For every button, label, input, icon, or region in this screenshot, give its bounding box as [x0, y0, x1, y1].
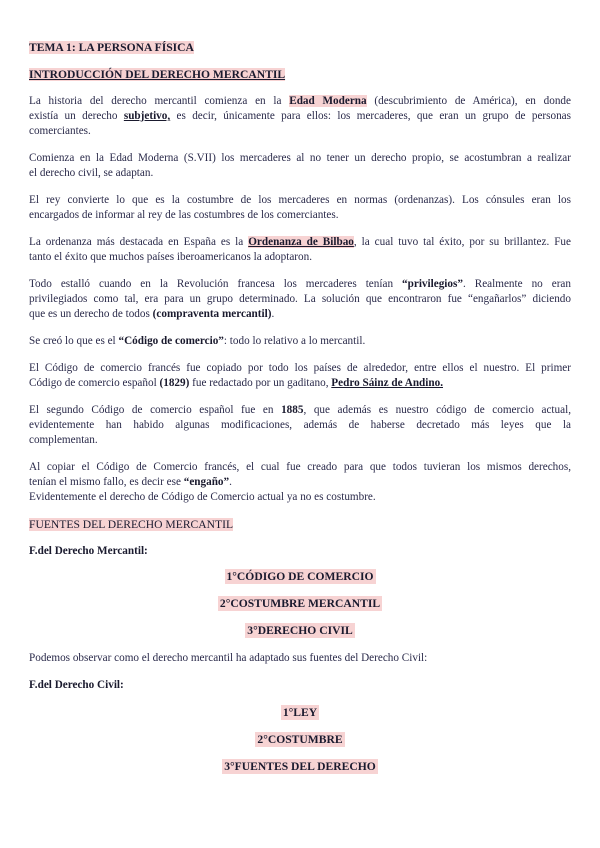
merc-source-2 — [29, 596, 571, 612]
paragraph-2-line-2: el derecho civil, se adaptan. — [29, 167, 154, 179]
text: fue redactado por un gaditano, — [189, 377, 332, 389]
term-1885: 1885 — [281, 404, 304, 416]
text: . — [271, 308, 275, 320]
doc-title-text: TEMA 1: LA PERSONA FÍSICA — [29, 41, 194, 54]
text: La historia del derecho mercantil comienza en la — [29, 95, 290, 107]
text: , que además es nuestro código de comercio actual, — [303, 404, 571, 416]
civil-label: F.del Derecho Civil: — [29, 679, 124, 691]
paragraph-1-line-1 — [29, 94, 571, 109]
document-content — [29, 40, 571, 775]
paragraph-2-line-1: Comienza en la Edad Moderna (S.VII) los mercaderes al no tener un derecho propio, se acostumbran a realizar — [29, 152, 571, 164]
paragraph-1-line-2 — [29, 109, 571, 124]
section-heading-intro — [29, 67, 571, 82]
paragraph-6 — [29, 334, 571, 349]
paragraph-7-line-1: El Código de comercio francés fue copiado por todo los países de alrededor, entre ellos el nuestro. El primer — [29, 362, 571, 374]
merc-source-3 — [29, 623, 571, 639]
civil-source-1 — [29, 705, 571, 721]
paragraph-5-line-1 — [29, 277, 571, 292]
term-privilegios: “privilegios” — [402, 278, 463, 290]
civil-source-2 — [29, 732, 571, 748]
paragraph-9-line-2 — [29, 475, 571, 490]
term-engano: “engaño” — [183, 476, 230, 488]
civil-source-3-text: 3°FUENTES DEL DERECHO — [224, 760, 376, 773]
paragraph-7-line-2 — [29, 376, 571, 391]
observation-text: Podemos observar como el derecho mercantil ha adaptado sus fuentes del Derecho Civil: — [29, 652, 428, 664]
paragraph-4 — [29, 235, 571, 265]
term-pedro-sainz: Pedro Sáinz de Andino. — [331, 377, 443, 389]
text: (descubrimiento de América), en donde — [366, 95, 571, 107]
term-1829: (1829) — [159, 377, 190, 389]
section-heading-intro-text: INTRODUCCIÓN DEL DERECHO MERCANTIL — [29, 68, 286, 81]
text: El segundo Código de comercio español fue en — [29, 404, 282, 416]
paragraph-8-line-1 — [29, 403, 571, 418]
term-compraventa: (compraventa mercantil) — [152, 308, 272, 320]
text: existía un derecho — [29, 110, 124, 122]
paragraph-7 — [29, 361, 571, 391]
paragraph-3 — [29, 193, 571, 223]
text: , la cual tuvo tal éxito, por su brillantez. Fue — [353, 236, 571, 248]
doc-title — [29, 40, 571, 55]
text: . — [229, 476, 232, 488]
text: . Realmente no eran — [462, 278, 571, 290]
paragraph-5-line-3 — [29, 307, 571, 322]
text: Todo estalló cuando en la Revolución francesa los mercaderes tenían — [29, 278, 403, 290]
merc-source-1-text: 1°CÓDIGO DE COMERCIO — [226, 570, 374, 583]
paragraph-6-line-1 — [29, 334, 571, 349]
text: que es un derecho de todos — [29, 308, 153, 320]
paragraph-2 — [29, 151, 571, 181]
paragraph-5-line-2: privilegiados como tal, era para un grupo determinado. La solución que encontraron fue “engañarlos” diciendo — [29, 293, 571, 305]
term-ordenanza-bilbao: Ordenanza de Bilbao — [248, 236, 354, 248]
paragraph-3-line-1: El rey convierte lo que es la costumbre de los mercaderes en normas (ordenanzas). Los cónsules eran los — [29, 194, 571, 206]
term-codigo-comercio: “Código de comercio” — [118, 335, 224, 347]
highlight-edad-moderna: Edad Moderna — [289, 95, 367, 107]
text: tenían el mismo fallo, es decir ese — [29, 476, 184, 488]
text: Se creó lo que es el — [29, 335, 119, 347]
merc-label: F.del Derecho Mercantil: — [29, 545, 148, 557]
paragraph-9-line-1: Al copiar el Código de Comercio francés, el cual fue creado para que todos tuvieran los mismos derechos, — [29, 461, 571, 473]
paragraph-5 — [29, 277, 571, 322]
merc-source-3-text: 3°DERECHO CIVIL — [247, 624, 353, 637]
merc-source-1 — [29, 569, 571, 585]
paragraph-4-line-2: tanto el éxito que muchos países iberoamericanos la adoptaron. — [29, 251, 313, 263]
text: : todo lo relativo a lo mercantil. — [223, 335, 366, 347]
text: es decir, únicamente para ellos: los mercaderes, que eran un grupo de personas — [170, 110, 571, 122]
paragraph-1-line-3: comerciantes. — [29, 125, 91, 137]
paragraph-4-line-1 — [29, 235, 571, 250]
paragraph-8-line-2: evidentemente han habido algunas modificaciones, además de haberse decretado más leyes que la — [29, 419, 571, 431]
civil-source-1-text: 1°LEY — [282, 706, 318, 719]
paragraph-9 — [29, 460, 571, 505]
civil-source-3 — [29, 759, 571, 775]
section-heading-fuentes-text: FUENTES DEL DERECHO MERCANTIL — [29, 518, 234, 531]
paragraph-8-line-3: complementan. — [29, 434, 98, 446]
text: Código de comercio español — [29, 377, 160, 389]
text: La ordenanza más destacada en España es la — [29, 236, 249, 248]
paragraph-3-line-2: encargados de informar al rey de las costumbres de los comerciantes. — [29, 209, 339, 221]
merc-source-2-text: 2°COSTUMBRE MERCANTIL — [219, 597, 381, 610]
paragraph-9-line-3: Evidentemente el derecho de Código de Comercio actual ya no es costumbre. — [29, 491, 376, 503]
section-heading-fuentes — [29, 517, 571, 532]
civil-source-2-text: 2°COSTUMBRE — [257, 733, 343, 746]
paragraph-8 — [29, 403, 571, 448]
term-subjetivo: subjetivo, — [123, 110, 171, 122]
paragraph-1 — [29, 94, 571, 139]
